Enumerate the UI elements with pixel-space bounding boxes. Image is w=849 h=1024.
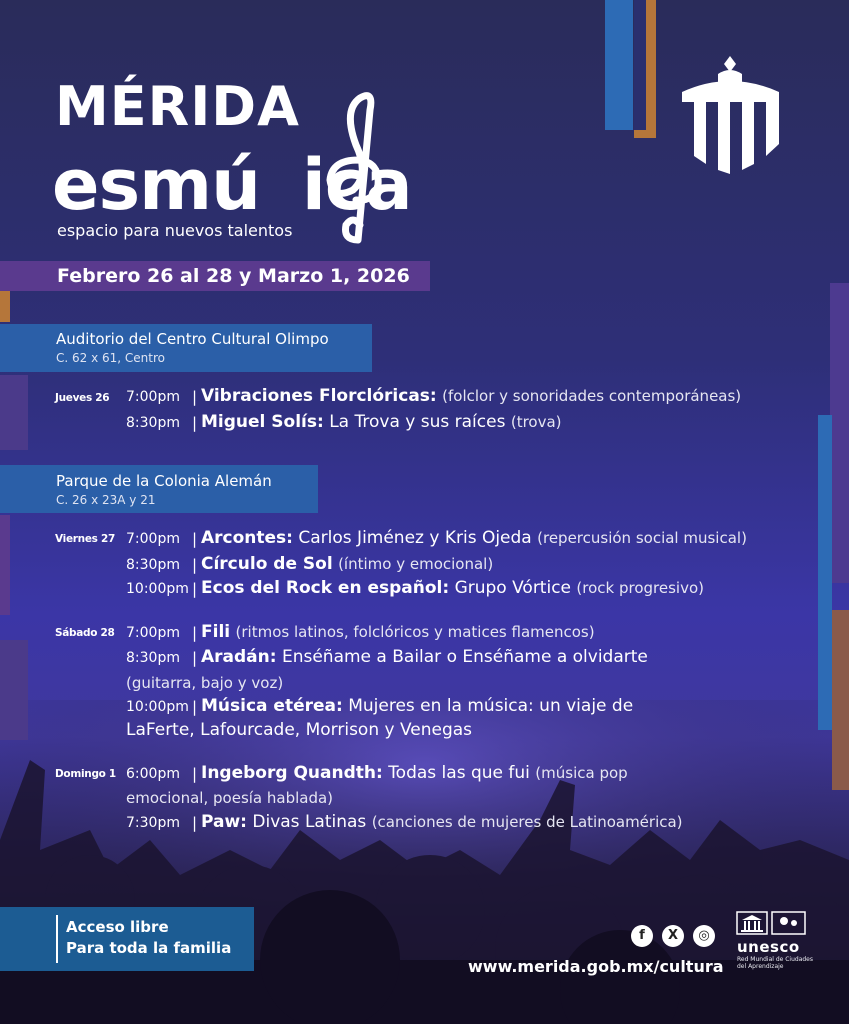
time: 7:00pm <box>126 531 180 547</box>
act-ingeborg-quandth: Ingeborg Quandth: Todas las que fui (música pop <box>201 763 628 783</box>
day-label-viernes: Viernes 27 <box>55 533 115 545</box>
x-twitter-icon[interactable]: X <box>662 925 684 947</box>
act-ingeborg-genre: emocional, poesía hablada) <box>126 789 334 807</box>
instagram-icon[interactable]: ◎ <box>693 925 715 947</box>
act-musica-eterea: Música etérea: Mujeres en la música: un viaje de <box>201 696 634 716</box>
subtitle: espacio para nuevos talentos <box>57 221 293 240</box>
decor-bar-left-purple-2 <box>0 515 10 615</box>
unesco-name: unesco <box>737 938 800 956</box>
decor-bar-left-purple-3 <box>0 640 28 740</box>
act-arcontes: Arcontes: Carlos Jiménez y Kris Ojeda (repercusión social musical) <box>201 528 747 548</box>
time: 6:00pm <box>126 766 180 782</box>
time: 8:30pm <box>126 415 180 431</box>
act-fili: Fili (ritmos latinos, folclóricos y matices flamencos) <box>201 622 595 642</box>
act-aradan-genre: (guitarra, bajo y voz) <box>126 674 284 692</box>
separator: | <box>192 556 198 574</box>
act-miguel-solis: Miguel Solís: La Trova y sus raíces (trova) <box>201 412 562 432</box>
event-dates: Febrero 26 al 28 y Marzo 1, 2026 <box>57 265 410 287</box>
time: 10:00pm <box>126 581 189 597</box>
act-circulo-de-sol: Círculo de Sol (íntimo y emocional) <box>201 554 494 574</box>
act-musica-eterea-cont: LaFerte, Lafourcade, Morrison y Venegas <box>126 720 473 740</box>
venue-name-olimpo: Auditorio del Centro Cultural Olimpo <box>56 330 329 348</box>
treble-clef-icon <box>318 90 388 250</box>
title-ica: ica <box>301 144 412 226</box>
time: 8:30pm <box>126 557 180 573</box>
decor-bar-right-purple <box>830 283 849 583</box>
act-vibraciones: Vibraciones Florclóricas: (folclor y sonoridades contemporáneas) <box>201 386 742 406</box>
time: 7:00pm <box>126 625 180 641</box>
decor-bar-top-purple <box>634 0 646 130</box>
merida-city-logo <box>678 52 783 177</box>
day-label-sabado: Sábado 28 <box>55 627 115 639</box>
time: 8:30pm <box>126 650 180 666</box>
decor-bar-right-blue <box>818 415 832 730</box>
separator: | <box>192 414 198 432</box>
access-free: Acceso libre <box>66 918 169 936</box>
time: 7:30pm <box>126 815 180 831</box>
decor-bar-right-orange <box>832 610 849 790</box>
separator: | <box>192 624 198 642</box>
venue-address-aleman: C. 26 x 23A y 21 <box>56 493 156 507</box>
separator: | <box>192 388 198 406</box>
facebook-icon[interactable]: f <box>631 925 653 947</box>
decor-bar-top-blue <box>605 0 633 130</box>
unesco-logo-icon <box>736 911 806 935</box>
venue-address-olimpo: C. 62 x 61, Centro <box>56 351 165 365</box>
day-label-jueves: Jueves 26 <box>55 392 110 404</box>
separator: | <box>192 580 198 598</box>
title-es-mu: esmú <box>52 144 260 226</box>
separator: | <box>192 530 198 548</box>
separator: | <box>192 649 198 667</box>
act-paw: Paw: Divas Latinas (canciones de mujeres de Latinoamérica) <box>201 812 683 832</box>
separator: | <box>192 814 198 832</box>
time: 10:00pm <box>126 699 189 715</box>
separator: | <box>192 698 198 716</box>
act-ecos-del-rock: Ecos del Rock en español: Grupo Vórtice (rock progresivo) <box>201 578 705 598</box>
access-divider <box>56 915 58 963</box>
website-url[interactable]: www.merida.gob.mx/cultura <box>468 957 724 976</box>
title-merida: MÉRIDA <box>55 75 300 138</box>
unesco-subtitle: Red Mundial de Ciudades del Aprendizaje <box>737 956 813 970</box>
act-aradan: Aradán: Enséñame a Bailar o Enséñame a olvidarte <box>201 647 648 667</box>
access-family: Para toda la familia <box>66 939 232 957</box>
venue-name-aleman: Parque de la Colonia Alemán <box>56 472 272 490</box>
time: 7:00pm <box>126 389 180 405</box>
decor-bar-left-purple-1 <box>0 375 28 450</box>
separator: | <box>192 765 198 783</box>
day-label-domingo: Domingo 1 <box>55 768 116 780</box>
